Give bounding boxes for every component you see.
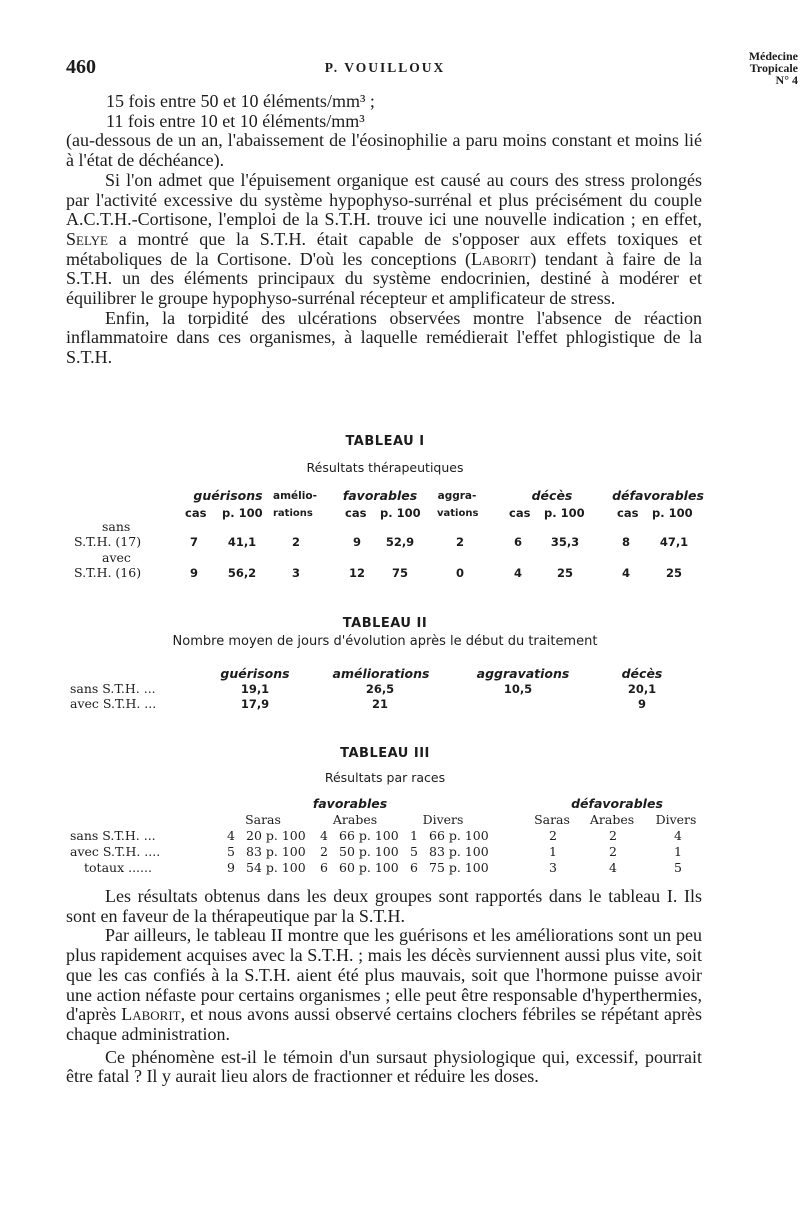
t2-head-aggravations: aggravations bbox=[476, 666, 570, 681]
t3-row3-arabes-p: 60 p. 100 bbox=[339, 860, 399, 875]
t2-row2-val-0: 17,9 bbox=[240, 697, 270, 711]
t1-row1-val-1: 41,1 bbox=[227, 535, 257, 549]
t1-sub-cas-2: cas bbox=[345, 506, 367, 520]
t1-row2-val-0: 9 bbox=[189, 566, 198, 580]
t3-row1-label: sans S.T.H. ... bbox=[70, 828, 156, 843]
paragraph-5-part-a: Par ailleurs, le tableau II montre que les guérisons et les améliorations sont un peu plus rapidement acquises avec la S.T.H. ; mais les décès surviennent aussi plus vite, soit que les cas confiés à la S.T.H. aient été plus mauvais, soit que l'hormone puisse avoir une action néfaste pour certains organismes ; elle peut être responsable d'hyperthermies, d'après bbox=[66, 925, 702, 1025]
t2-row1-val-0: 19,1 bbox=[240, 682, 270, 696]
tableau-2-title: TABLEAU II bbox=[342, 616, 428, 631]
body-text-bottom bbox=[66, 887, 702, 1087]
t3-col-saras-defav: Saras bbox=[534, 812, 570, 827]
t3-col-divers-fav: Divers bbox=[422, 812, 464, 827]
t3-row1-arabes-n: 4 bbox=[320, 828, 328, 843]
author-name-laborit-2: Laborit bbox=[121, 1004, 181, 1025]
t3-col-arabes-fav: Arabes bbox=[332, 812, 378, 827]
paragraph-5-part-b: , et nous avons aussi observé certains clochers fébriles se répétant après chaque administration. bbox=[66, 1004, 702, 1044]
t2-row2-val-3: 9 bbox=[637, 697, 646, 711]
t1-row2-val-4: 75 bbox=[391, 566, 408, 580]
t1-row2-val-8: 4 bbox=[621, 566, 630, 580]
t3-row3-label: totaux ...... bbox=[84, 860, 152, 875]
t3-head-defavorables: défavorables bbox=[571, 796, 663, 811]
paragraph-2-part-c: ) tendant à faire de la S.T.H. un des éléments principaux du système endocrinien, destiné à modérer et équilibrer le groupe hypophyso-surrénal récepteur et amplificateur de stress. bbox=[66, 248, 702, 309]
journal-tag bbox=[722, 50, 798, 86]
t1-row1-val-7: 35,3 bbox=[550, 535, 580, 549]
t1-head-defavorables: défavorables bbox=[612, 488, 704, 503]
body-text-top bbox=[66, 92, 702, 368]
t1-head-guerisons: guérisons bbox=[193, 488, 263, 503]
t1-sub-p100-2: p. 100 bbox=[380, 506, 421, 520]
t3-row2-defav-saras: 1 bbox=[549, 844, 557, 859]
t3-row2-defav-arabes: 2 bbox=[609, 844, 617, 859]
t1-row1-val-8: 8 bbox=[621, 535, 630, 549]
t2-head-deces: décès bbox=[621, 666, 663, 681]
t3-row2-divers-p: 83 p. 100 bbox=[429, 844, 489, 859]
t3-row3-arabes-n: 6 bbox=[320, 860, 328, 875]
t1-sub-p100-1: p. 100 bbox=[222, 506, 263, 520]
t1-row2-val-9: 25 bbox=[665, 566, 682, 580]
tableau-1-title: TABLEAU I bbox=[345, 434, 425, 449]
t2-row1-val-2: 10,5 bbox=[503, 682, 533, 696]
t1-row1-val-3: 9 bbox=[352, 535, 361, 549]
t3-row2-label: avec S.T.H. .... bbox=[70, 844, 161, 859]
t1-sub-p100-3: p. 100 bbox=[544, 506, 585, 520]
t3-row2-arabes-p: 50 p. 100 bbox=[339, 844, 399, 859]
t1-row1-val-4: 52,9 bbox=[385, 535, 415, 549]
t3-row1-divers-p: 66 p. 100 bbox=[429, 828, 489, 843]
t1-head-favorables: favorables bbox=[342, 488, 418, 503]
t2-row1-label: sans S.T.H. ... bbox=[70, 681, 156, 696]
t2-head-ameliorations: améliorations bbox=[332, 666, 430, 681]
t1-row2-label: S.T.H. (16) bbox=[74, 565, 142, 580]
t1-head-deces: décès bbox=[531, 488, 573, 503]
t1-row2-val-6: 4 bbox=[513, 566, 522, 580]
page-number: 460 bbox=[66, 56, 96, 78]
journal-tag-line3: N° 4 bbox=[775, 73, 798, 87]
t1-row1-val-9: 47,1 bbox=[659, 535, 689, 549]
t1-sub-rations: rations bbox=[273, 508, 313, 519]
t3-row2-divers-n: 5 bbox=[410, 844, 418, 859]
t1-sub-cas-3: cas bbox=[509, 506, 531, 520]
t1-sub-p100-4: p. 100 bbox=[652, 506, 693, 520]
t1-row2-val-1: 56,2 bbox=[227, 566, 257, 580]
journal-tag-line2: Tropicale bbox=[749, 61, 798, 75]
tableau-2-subtitle: Nombre moyen de jours d'évolution après le début du traitement bbox=[172, 634, 598, 649]
t1-row2-val-2: 3 bbox=[291, 566, 300, 580]
t1-head-amelio: amélio- bbox=[273, 490, 317, 502]
t1-row2-label-top: avec bbox=[102, 550, 131, 565]
t3-row3-defav-divers: 5 bbox=[674, 860, 682, 875]
paragraph-3: Enfin, la torpidité des ulcérations observées montre l'absence de réaction inflammatoire dans ces organismes, à laquelle remédierait l'effet phlogistique de la S.T.H. bbox=[66, 307, 702, 368]
author-name-laborit: Laborit bbox=[471, 248, 531, 269]
paragraph-1: (au-dessous de un an, l'abaissement de l'éosinophilie a paru moins constant et moins lié à l'état de déchéance). bbox=[66, 130, 702, 171]
paragraph-2-part-a: Si l'on admet que l'épuisement organique est causé au cours des stress prolongés par l'activité excessive du système hypophyso-surrénal et plus précisément du couple A.C.T.H.-Cortisone, l'emploi de la S.T.H. trouve ici une nouvelle indication ; en effet, bbox=[66, 169, 702, 230]
t3-row2-saras-p: 83 p. 100 bbox=[246, 844, 306, 859]
t3-col-arabes-defav: Arabes bbox=[589, 812, 635, 827]
paragraph-6: Ce phénomène est-il le témoin d'un sursaut physiologique qui, excessif, pourrait être fatal ? Il y aurait lieu alors de fractionner et réduire les doses. bbox=[66, 1046, 702, 1087]
intro-line-2: 11 fois entre 10 et 10 éléments/mm³ bbox=[106, 110, 365, 131]
tableau-3-subtitle: Résultats par races bbox=[324, 770, 446, 785]
tableau-3-title: TABLEAU III bbox=[340, 746, 430, 761]
paragraph-2-part-b: a montré que la S.T.H. était capable de s'opposer aux effets toxiques et métaboliques de la Cortisone. D'où les conceptions ( bbox=[66, 228, 702, 269]
paragraph-2 bbox=[66, 171, 702, 309]
t3-row3-divers-p: 75 p. 100 bbox=[429, 860, 489, 875]
t3-row2-arabes-n: 2 bbox=[320, 844, 328, 859]
t3-row3-saras-n: 9 bbox=[227, 860, 235, 875]
t2-row1-val-3: 20,1 bbox=[627, 682, 657, 696]
t3-row1-divers-n: 1 bbox=[410, 828, 418, 843]
t3-row3-divers-n: 6 bbox=[410, 860, 418, 875]
t3-col-saras-fav: Saras bbox=[245, 812, 281, 827]
t3-row1-arabes-p: 66 p. 100 bbox=[339, 828, 399, 843]
t3-row1-saras-p: 20 p. 100 bbox=[246, 828, 306, 843]
t1-row1-label: S.T.H. (17) bbox=[74, 534, 142, 549]
t3-head-favorables: favorables bbox=[312, 796, 388, 811]
t3-row1-defav-arabes: 2 bbox=[609, 828, 617, 843]
t1-sub-cas-1: cas bbox=[185, 506, 207, 520]
t3-row3-defav-saras: 3 bbox=[549, 860, 557, 875]
t1-sub-vations: vations bbox=[437, 508, 479, 519]
t1-row2-val-5: 0 bbox=[455, 566, 464, 580]
t3-col-divers-defav: Divers bbox=[655, 812, 697, 827]
t1-sub-cas-4: cas bbox=[617, 506, 639, 520]
t1-row2-val-3: 12 bbox=[348, 566, 365, 580]
t1-row2-val-7: 25 bbox=[556, 566, 573, 580]
tableau-1-subtitle: Résultats thérapeutiques bbox=[306, 460, 464, 475]
t3-row3-defav-arabes: 4 bbox=[609, 860, 617, 875]
t1-row1-val-0: 7 bbox=[189, 535, 198, 549]
intro-line-1: 15 fois entre 50 et 10 éléments/mm³ ; bbox=[106, 91, 375, 111]
t2-row2-val-1: 21 bbox=[371, 697, 388, 711]
journal-tag-line1: Médecine bbox=[748, 49, 798, 63]
t3-row3-saras-p: 54 p. 100 bbox=[246, 860, 306, 875]
t1-row1-val-5: 2 bbox=[455, 535, 464, 549]
t3-row1-defav-divers: 4 bbox=[674, 828, 682, 843]
t3-row2-defav-divers: 1 bbox=[674, 844, 682, 859]
t1-row1-val-6: 6 bbox=[513, 535, 522, 549]
paragraph-4: Les résultats obtenus dans les deux groupes sont rapportés dans le tableau I. Ils sont en faveur de la thérapeutique par la S.T.H. bbox=[66, 886, 702, 926]
t1-row1-val-2: 2 bbox=[291, 535, 300, 549]
running-head-author: P. VOUILLOUX bbox=[324, 60, 446, 75]
paragraph-5 bbox=[66, 926, 702, 1044]
t2-row1-val-1: 26,5 bbox=[365, 682, 395, 696]
t2-head-guerisons: guérisons bbox=[220, 666, 290, 681]
t3-row1-defav-saras: 2 bbox=[549, 828, 557, 843]
author-name-selye: Selye bbox=[66, 228, 108, 249]
t3-row2-saras-n: 5 bbox=[227, 844, 235, 859]
t3-row1-saras-n: 4 bbox=[227, 828, 235, 843]
t1-row1-label-top: sans bbox=[102, 519, 131, 534]
t1-head-aggra: aggra- bbox=[437, 490, 477, 502]
t2-row2-label: avec S.T.H. ... bbox=[70, 696, 157, 711]
